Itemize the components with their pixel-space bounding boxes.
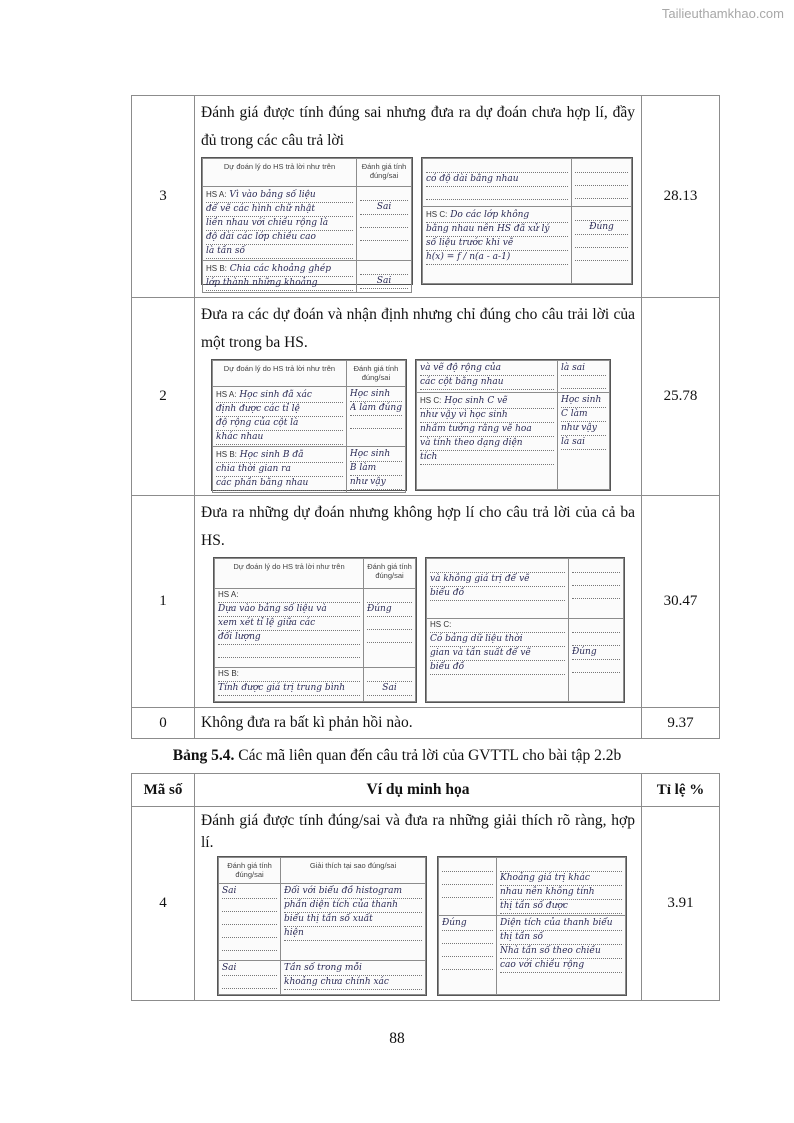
description-cell xyxy=(195,96,642,298)
description-text: Không đưa ra bất kì phản hồi nào. xyxy=(201,713,413,731)
code-cell: 2 xyxy=(132,298,195,496)
description-cell xyxy=(195,298,642,496)
scan-left-panel xyxy=(201,157,413,288)
hs-b-answer: HS B: Tính được giá trị trung bình xyxy=(215,668,364,702)
table-row xyxy=(132,807,720,1001)
hs-a-answer: HS A: Học sinh đã xác định được các tỉ lệ độ rộng của cột là khác nhau xyxy=(213,387,347,447)
hs-c-answer: HS C: Do các lớp không bằng nhau nên HS đã xử lý số liệu trước khi vẽ h(x) = f / n(a - a-1) xyxy=(423,207,572,284)
scan-header: Đánh giá tính đúng/sai xyxy=(357,159,412,187)
code-cell: 4 xyxy=(132,807,195,1001)
table-row xyxy=(132,496,720,708)
codes-table-5-4 xyxy=(131,773,720,1001)
hs-a-answer: HS A: Dựa vào bảng số liệu và xem xét tỉ lệ giữa các đối lượng xyxy=(215,589,364,668)
percent-cell: 28.13 xyxy=(642,96,720,298)
page-number: 88 xyxy=(389,1030,405,1047)
description-text: Đưa ra các dự đoán và nhận định nhưng chỉ đúng cho câu trải lời của một trong ba HS. xyxy=(201,306,635,351)
header-example: Ví dụ minh họa xyxy=(195,774,642,807)
hs-c-answer: HS C: Học sinh C vẽ như vậy vì học sinh nhầm tưởng rằng vẽ hoa và tính theo dạng diện tích xyxy=(417,393,558,490)
table-caption xyxy=(0,747,794,765)
explanation-b: Tần số trong mỗi khoảng chưa chính xác xyxy=(281,960,426,994)
scan-right-panel: và vẽ độ rộng của các cột bằng nhau là sai HS C: Học sinh C vẽ như vậy vì học sinh nhầm tưởng rằng vẽ hoa và tính theo dạng diện tích Học sinh C làm như vậy là sai xyxy=(415,359,611,491)
hs-a-eval: Sai xyxy=(357,187,412,261)
watermark: Tailieuthamkhao.com xyxy=(661,6,784,21)
percent-cell: 9.37 xyxy=(642,708,720,739)
scan-left-panel: Dự đoán lý do HS trả lời như trên Đánh giá tính đúng/sai HS A: Dựa vào bảng số liệu và xem xét tỉ lệ giữa các đối lượng Đúng HS B: Tính được giá trị trung bình Sai xyxy=(213,557,417,703)
percent-cell: 25.78 xyxy=(642,298,720,496)
scan-right-panel xyxy=(421,157,633,285)
table-row xyxy=(132,708,720,739)
description-cell xyxy=(195,496,642,708)
percent-cell: 3.91 xyxy=(642,807,720,1001)
right-continuation: có độ dài bằng nhau xyxy=(423,159,572,207)
scanned-worksheet xyxy=(201,856,635,996)
hs-b-answer: HS B: Học sinh B đã chia thời gian ra các phần bằng nhau xyxy=(213,447,347,493)
hs-b-answer: HS B: Chia các khoảng ghép lớp thành những khoảng xyxy=(203,261,357,293)
description-text: Đưa ra những dự đoán nhưng không hợp lí cho câu trả lời của cả ba HS. xyxy=(201,504,635,549)
hs-a-answer: HS A: Vì vào bảng số liệu để vẽ các hình chữ nhật liền nhau với chiều rộng là độ dài các lớp chiều cao là tần số xyxy=(203,187,357,261)
hs-c-answer: HS C: Có bảng dữ liệu thời gian và tần suất để vẽ biểu đồ xyxy=(427,619,569,702)
scan-left-panel: Đánh giá tính đúng/sai Giải thích tại sao đúng/sai Sai Đối với biểu đồ histogram phần diện tích của thanh biểu thị tần số xuất hiện Sai Tần số trong mỗi khoảng chưa chính xác xyxy=(217,856,427,996)
hs-c-eval: Đúng xyxy=(572,207,632,284)
scan-header: Dự đoán lý do HS trả lời như trên xyxy=(203,159,357,187)
table-header-row xyxy=(132,774,720,807)
code-cell: 1 xyxy=(132,496,195,708)
explanation-a: Đối với biểu đồ histogram phần diện tích của thanh biểu thị tần số xuất hiện xyxy=(281,884,426,961)
description-cell xyxy=(195,708,642,739)
percent-cell: 30.47 xyxy=(642,496,720,708)
explanation-c: Diện tích của thanh biểu thị tần số Nhà tần số theo chiều cao với chiều rộng xyxy=(497,916,626,995)
table-row xyxy=(132,96,720,298)
scanned-worksheet xyxy=(201,557,635,703)
scan-right-panel: Khoảng giá trị khác nhau nên không tính thị tần số được Đúng Diện tích của thanh biểu thị tần số Nhà tần số theo chiều cao với chiều rộng xyxy=(437,856,627,996)
description-cell xyxy=(195,807,642,1001)
hs-b-eval: Sai xyxy=(357,261,412,293)
caption-text: Các mã liên quan đến câu trả lời của GVTTL cho bài tập 2.2b xyxy=(234,747,622,764)
code-cell: 3 xyxy=(132,96,195,298)
scanned-worksheet xyxy=(201,359,635,491)
scan-right-panel: và không giá trị để vẽ biểu đồ HS C: Có bảng dữ liệu thời gian và tần suất để vẽ biểu đồ Đúng xyxy=(425,557,625,703)
scan-left-panel: Dự đoán lý do HS trả lời như trên Đánh giá tính đúng/sai HS A: Học sinh đã xác định được các tỉ lệ độ rộng của cột là khác nhau Học sinh A làm đúng HS B: Học sinh B đã chia thời gian ra các phần bằng nhau Học sinh B làm như vậy xyxy=(211,359,407,491)
caption-label: Bảng 5.4. xyxy=(172,747,235,764)
description-text: Đánh giá được tính đúng/sai và đưa ra những giải thích rõ ràng, hợp lí. xyxy=(201,812,635,851)
codes-table-continued xyxy=(131,95,720,739)
table-row xyxy=(132,298,720,496)
header-percent: Tỉ lệ % xyxy=(642,774,720,807)
header-code: Mã số xyxy=(132,774,195,807)
code-cell: 0 xyxy=(132,708,195,739)
scanned-worksheet xyxy=(201,157,635,288)
description-text: Đánh giá được tính đúng sai nhưng đưa ra dự đoán chưa hợp lí, đầy đủ trong các câu trả lời xyxy=(201,104,635,149)
